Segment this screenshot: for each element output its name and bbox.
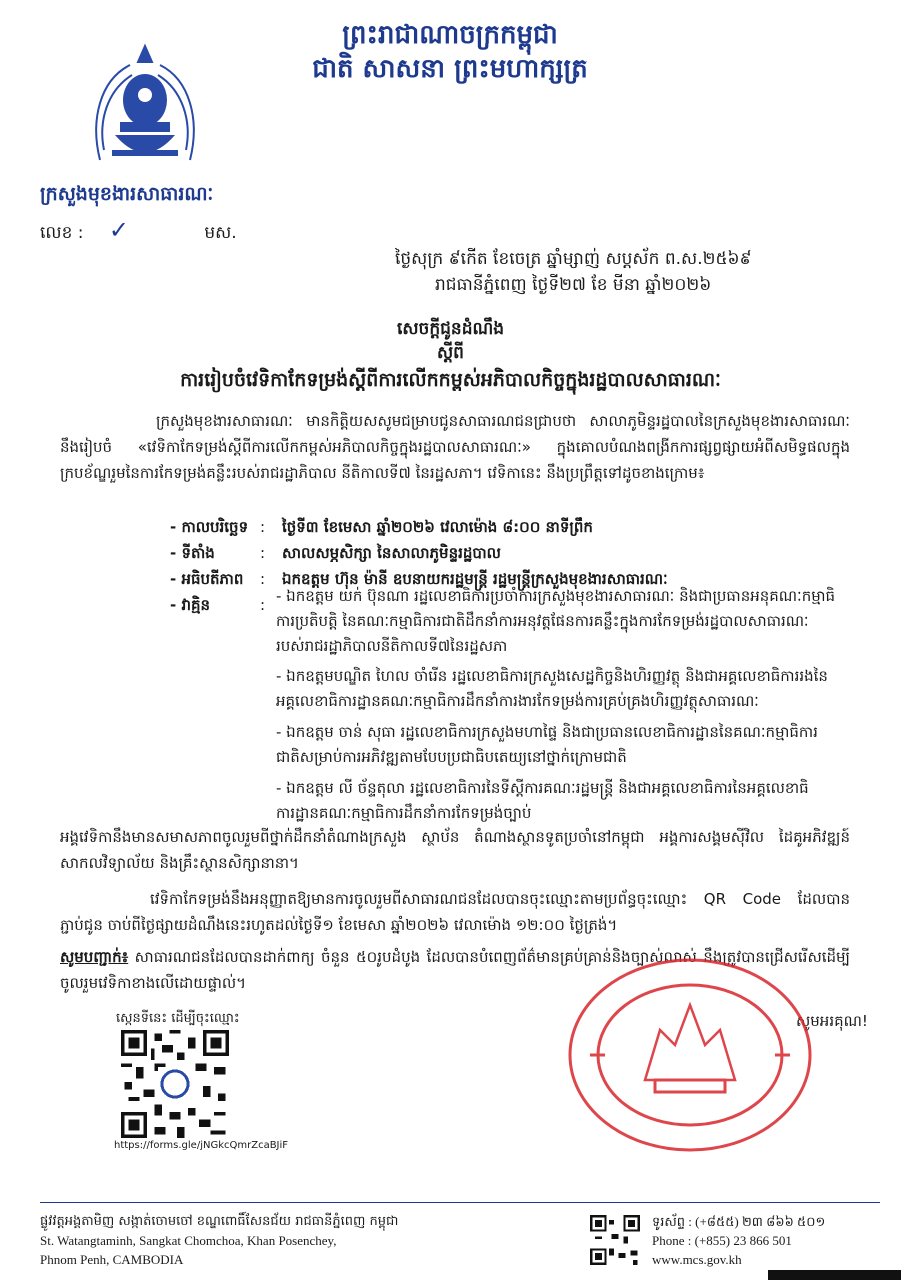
official-seal-icon (560, 950, 820, 1160)
kingdom-name: ព្រះរាជាណាចក្រកម្ពុជា (342, 20, 558, 50)
notice-subject: ការរៀបចំវេទិកាកែទម្រង់ស្តីពីការលើកកម្ពស់អភិបាលកិច្ចក្នុងរដ្ឋបាលសាធារណៈ (180, 369, 721, 391)
detail-place-value: សាលសម្ភសិក្សា នៃសាលាភូមិន្ទរដ្ឋបាល (282, 544, 501, 562)
detail-date-value: ថ្ងៃទី៣ ខែមេសា ឆ្នាំ២០២៦ វេលាម៉ោង ៨:០០ នាទីព្រឹក (282, 518, 593, 536)
note-text: សាធារណជនដែលបានដាក់ពាក្យ ចំនួន ៥០រូបដំបូង ដែលបានបំពេញព័ត៌មានគ្រប់គ្រាន់និងច្បាស់លាស់ នឹងត្រូវបានជ្រើសរើសដើម្បីចូលរួមវេទិកាខាងលើដោយផ្ទាល់។ (60, 948, 850, 992)
detail-place-label: - ទីតាំង (170, 544, 215, 562)
reference-number (40, 216, 237, 247)
website-link[interactable]: www.mcs.gov.kh (652, 1252, 742, 1267)
qr-url[interactable]: https://forms.gle/jNGkcQmrZcaBJiF (114, 1140, 289, 1151)
national-motto: ជាតិ សាសនា ព្រះមហាក្សត្រ (312, 54, 588, 84)
notice-title: សេចក្តីជូនដំណឹង (396, 319, 505, 339)
address-english-line2: Phnom Penh, CAMBODIA (40, 1252, 184, 1267)
footer-contact (652, 1212, 825, 1269)
ministry-name: ក្រសួងមុខងារសាធារណៈ (40, 183, 214, 205)
ministry-emblem-icon (90, 40, 200, 180)
panelist-item: - ឯកឧត្តម លី ច័ន្ទតុលា រដ្ឋលេខាធិការនៃទីស្តីការគណៈរដ្ឋមន្ត្រី និងជាអគ្គលេខាធិការនៃអគ្គលេខាធិការដ្ឋានគណៈកម្មាធិការដឹកនាំការកែទម្រង់ច្បាប់ (276, 779, 809, 822)
panelist-item: - ឯកឧត្តមបណ្ឌិត ហៃល ចាំរើន រដ្ឋលេខាធិការក្រសួងសេដ្ឋកិច្ចនិងហិរញ្ញវត្ថុ និងជាអគ្គលេខាធិការរងនៃអគ្គលេខាធិការដ្ឋានគណៈកម្មាធិការដឹកនាំការងារកែទម្រង់ការគ្រប់គ្រងហិរញ្ញវត្ថុសាធារណៈ (276, 667, 828, 710)
ref-label: លេខ : (40, 223, 84, 243)
panelist-item: - ឯកឧត្តម យក់ ប៊ុនណា រដ្ឋលេខាធិការប្រចាំការក្រសួងមុខងារសាធារណៈ និងជាប្រធានអនុគណៈកម្មាធិការប្រតិបត្តិ នៃគណៈកម្មាធិការជាតិដឹកនាំការអនុវត្តផែនការគន្លឹះក្នុងការកែទម្រង់រដ្ឋបាលសាធារណៈរបស់រាជរដ្ឋាភិបាលនីតិកាលទី៧នៃរដ្ឋសភា (276, 587, 836, 655)
colon: : (260, 596, 266, 614)
panelist-item: - ឯកឧត្តម ចាន់ សុធា រដ្ឋលេខាធិការក្រសួងមហាផ្ទៃ និងជាប្រធានលេខាធិការដ្ឋាននៃគណៈកម្មាធិការជាតិសម្រាប់ការអភិវឌ្ឍតាមបែបប្រជាធិបតេយ្យនៅថ្នាក់ក្រោមជាតិ (276, 723, 818, 766)
civil-date: រាជធានីភ្នំពេញ ថ្ងៃទី២៧ ខែ មីនា ឆ្នាំ២០២៦ (435, 275, 712, 295)
registration-paragraph: វេទិកាកែទម្រង់នឹងអនុញ្ញាតឱ្យមានការចូលរួមពីសាធារណជនដែលបានចុះឈ្មោះតាមប្រព័ន្ធចុះឈ្មោះ QR Code ដែលបានភ្ជាប់ជូន ចាប់ពីថ្ងៃផ្សាយដំណឹងនេះរហូតដល់ថ្ងៃទី១ ខែមេសា ឆ្នាំ២០២៦ វេលាម៉ោង ១២:០០ ថ្ងៃត្រង់។ (60, 890, 850, 934)
participants-paragraph: អង្គវេទិកានឹងមានសមាសភាពចូលរួមពីថ្នាក់ដឹកនាំតំណាងក្រសួង ស្ថាប័ន តំណាងស្ថានទូតប្រចាំនៅកម្ពុជា អង្គការសង្គមស៊ីវិល ដៃគូអភិវឌ្ឍន៍ សាកលវិទ្យាល័យ និងគ្រឹះស្ថានសិក្សានានា។ (60, 828, 850, 872)
footer-divider (40, 1202, 880, 1203)
address-khmer: ផ្លូវវត្តអង្គតាមិញ សង្កាត់ចោមចៅ ខណ្ឌពោធិ៍សែនជ័យ រាជធានីភ្នំពេញ កម្ពុជា (40, 1214, 399, 1229)
ref-suffix: មស. (204, 223, 237, 243)
address-english-line1: St. Watangtaminh, Sangkat Chomchoa, Khan Posenchey, (40, 1233, 337, 1248)
colon: : (260, 518, 266, 536)
thanks-text: សូមអរគុណ! (796, 1012, 868, 1030)
intro-paragraph: ក្រសួងមុខងារសាធារណៈ មានកិត្តិយសសូមជម្រាបជូនសាធារណជនជ្រាបថា សាលាភូមិន្ទរដ្ឋបាលនៃក្រសួងមុខងារសាធារណៈ នឹងរៀបចំ «វេទិកាកែទម្រង់ស្តីពីការលើកកម្ពស់អភិបាលកិច្ចក្នុងរដ្ឋបាលសាធារណៈ» ក្នុងគោលបំណងពង្រីកការផ្សព្វផ្សាយអំពីសមិទ្ធផលក្នុងក្របខ័ណ្ឌរួមនៃការកែទម្រង់គន្លឹះរបស់រាជរដ្ឋាភិបាល នីតិកាលទី៧ នៃរដ្ឋសភា។ វេទិកានេះ នឹងប្រព្រឹត្តទៅដូចខាងក្រោម៖ (60, 412, 850, 482)
phone-khmer: ទូរស័ព្ទ : (+៨៥៥) ២៣ ៨៦៦ ៥០១ (652, 1214, 826, 1229)
ref-handwritten-mark: ✓ (108, 216, 130, 244)
detail-place (170, 544, 501, 566)
detail-panel (170, 596, 282, 618)
detail-panel-label: - វាគ្មិន (170, 596, 211, 614)
detail-chair-label: - អធិបតីភាព (170, 570, 244, 588)
detail-chair-value: ឯកឧត្តម ហ៊ុន ម៉ានី ឧបនាយករដ្ឋមន្រ្តី រដ្ឋមន្រ្តីក្រសួងមុខងារសាធារណៈ (282, 570, 668, 588)
lunar-date: ថ្ងៃសុក្រ ៩កើត ខែចេត្រ ឆ្នាំម្សាញ់ សប្តស័ក ព.ស.២៥៦៩ (395, 249, 752, 269)
note-label: សូមបញ្ជាក់៖ (60, 948, 129, 966)
registration-qr-code[interactable] (116, 1030, 234, 1138)
detail-date (170, 518, 593, 540)
footer-qr-code[interactable] (590, 1214, 640, 1266)
phone-english: Phone : (+855) 23 866 501 (652, 1233, 792, 1248)
detail-date-label: - កាលបរិច្ឆេទ (170, 518, 249, 536)
footer-address (40, 1212, 398, 1269)
notice-subtitle: ស្តីពី (437, 343, 464, 363)
colon: : (260, 544, 266, 562)
qr-caption: ស្កេនទីនេះ ដើម្បីចុះឈ្មោះ (116, 1011, 240, 1026)
colon: : (260, 570, 266, 588)
kingdom-heading (300, 18, 600, 86)
scan-edge-bar (768, 1270, 901, 1280)
